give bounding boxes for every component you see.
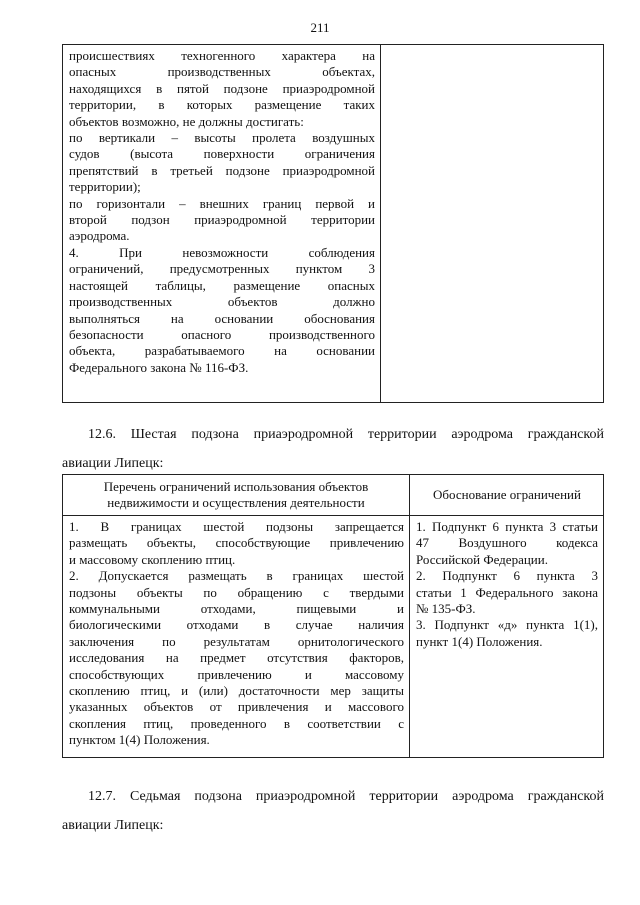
text-line: находящихся в пятой подзоне приаэродромной	[69, 80, 375, 96]
text-line: способствующих привлечению и массовому	[69, 666, 404, 682]
text-line: второй подзон приаэродромной территории	[69, 212, 375, 228]
text-line: объектов возможно, не должны достигать:	[69, 113, 304, 129]
text-line: 47 Воздушного кодекса	[416, 535, 598, 551]
section-heading-12-6	[62, 420, 604, 478]
heading-line: авиации Липецк:	[62, 456, 164, 471]
text-line: 2. Подпункт 6 пункта 3	[416, 568, 598, 584]
text-line: Российской Федерации.	[416, 551, 548, 567]
restrictions-cell	[63, 516, 410, 758]
text-line: коммунальными отходами, пищевыми и	[69, 601, 404, 617]
text-line: 1. Подпункт 6 пункта 3 статьи	[416, 519, 598, 534]
justification-cell	[410, 516, 604, 758]
text-line: биологическими отходами в случае наличия	[69, 617, 404, 633]
text-line: № 135-ФЗ.	[416, 601, 476, 617]
text-line: опасных производственных объектах,	[69, 64, 375, 80]
text-line: ограничений, предусмотренных пунктом 3	[69, 261, 375, 277]
text-line: 4. При невозможности соблюдения	[69, 244, 375, 260]
justification-cell	[381, 45, 604, 403]
text-line: Федерального закона № 116-ФЗ.	[69, 359, 249, 375]
section-heading-12-7	[62, 782, 604, 840]
text-line: исследования на предмет отсутствия факторов,	[69, 650, 404, 666]
text-line: препятствий в третьей подзоне приаэродромной	[69, 162, 375, 178]
text-line: выполняться на основании обоснования	[69, 310, 375, 326]
restrictions-table-zone-6	[62, 474, 604, 758]
text-line: судов (высота поверхности ограничения	[69, 146, 375, 162]
heading-line: 12.7. Седьмая подзона приаэродромной территории аэродрома гражданской	[88, 789, 604, 804]
text-line: производственных объектов должно	[69, 294, 375, 310]
text-line: 1. В границах шестой подзоны запрещается	[69, 519, 404, 534]
text-line: территории);	[69, 179, 141, 195]
text-line: скопления птиц, проведенного в соответствии с	[69, 715, 404, 731]
table-row	[63, 45, 604, 403]
text-line: скоплению птиц, и (или) достаточности мер защиты	[69, 683, 404, 699]
text-line: объекта, разрабатываемого на основании	[69, 343, 375, 359]
text-line: пунктом 1(4) Положения.	[69, 732, 210, 748]
text-line: по вертикали – высоты пролета воздушных	[69, 130, 375, 146]
restrictions-table-continued	[62, 44, 604, 403]
page-number: 211	[310, 20, 330, 35]
heading-line: 12.6. Шестая подзона приаэродромной территории аэродрома гражданской	[88, 427, 604, 442]
text-line: настоящей таблицы, размещение опасных	[69, 277, 375, 293]
text-line: подзоны объекты по обращению с твердыми	[69, 584, 404, 600]
text-line: безопасности опасного производственного	[69, 326, 375, 342]
restrictions-cell	[63, 45, 381, 403]
text-line: 2. Допускается размещать в границах шестой	[69, 568, 404, 584]
text-line: пункт 1(4) Положения.	[416, 633, 543, 649]
heading-line: авиации Липецк:	[62, 818, 164, 833]
table-header-row	[63, 475, 604, 516]
column-header-justification: Обоснование ограничений	[410, 475, 604, 516]
text-line: аэродрома.	[69, 228, 130, 244]
text-line: указанных объектов от привлечения и массового	[69, 699, 404, 715]
text-line: происшествиях техногенного характера на	[69, 48, 375, 63]
text-line: территории, в которых размещение таких	[69, 97, 375, 113]
text-line: 3. Подпункт «д» пункта 1(1),	[416, 617, 598, 633]
text-line: по горизонтали – внешних границ первой и	[69, 195, 375, 211]
text-line: статьи 1 Федерального закона	[416, 584, 598, 600]
column-header-restrictions: Перечень ограничений использования объектов недвижимости и осуществления деятельности	[63, 475, 410, 516]
table-row	[63, 516, 604, 758]
text-line: размещать объекты, способствующие привлечению	[69, 535, 404, 551]
text-line: и массовому скоплению птиц.	[69, 551, 236, 567]
text-line: заключения по результатам орнитологического	[69, 633, 404, 649]
